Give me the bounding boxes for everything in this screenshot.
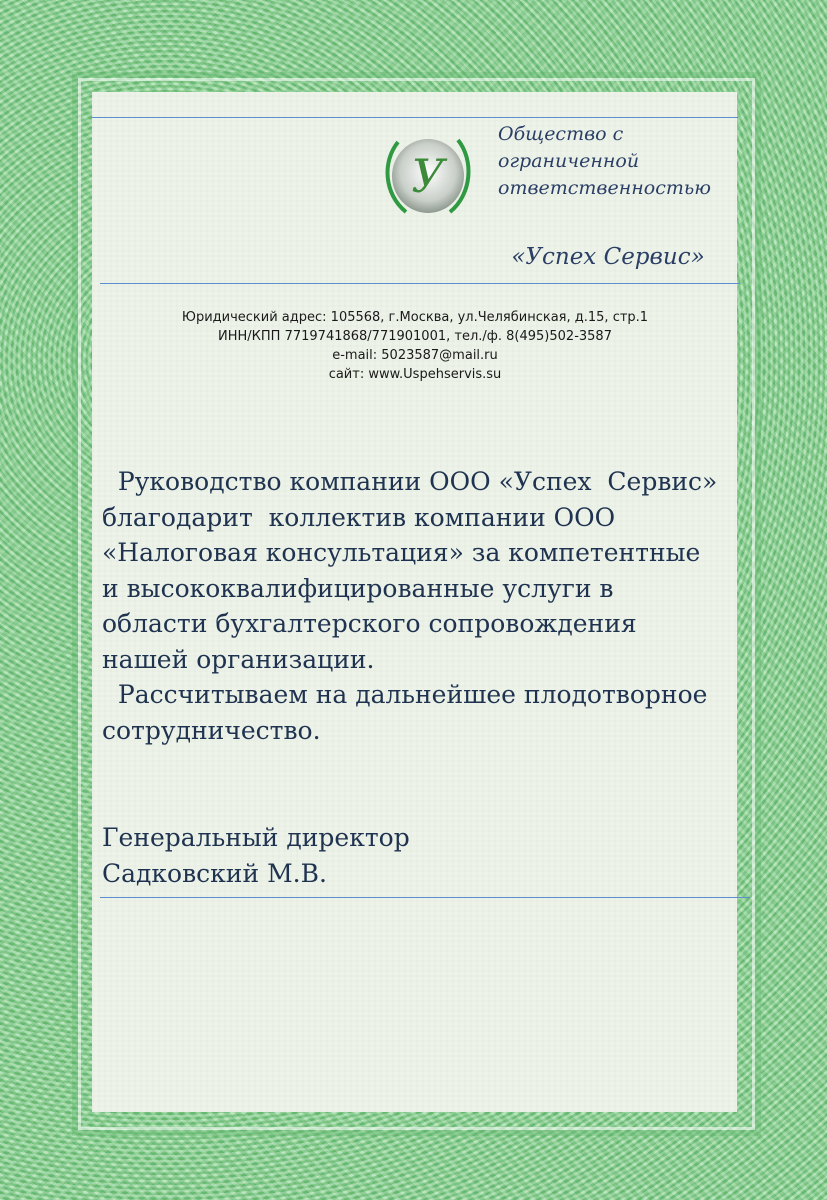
email: e-mail: 5023587@mail.ru: [332, 348, 498, 363]
header-top-rule: [92, 117, 738, 118]
signatory-name: Садковский М.В.: [102, 859, 327, 888]
company-name: «Успех Сервис»: [511, 244, 705, 270]
logo-letter: У: [411, 149, 445, 203]
body-line: «Налоговая консультация» за компетентные: [102, 538, 701, 567]
header-bottom-rule: [100, 283, 740, 284]
website: сайт: www.Uspehservis.su: [328, 367, 502, 382]
legal-form-line-2: ограниченной: [498, 150, 640, 172]
body-line: Руководство компании ООО «Успех Сервис»: [102, 467, 718, 496]
letter-body: [102, 464, 742, 748]
body-line: и высококвалифицированные услуги в: [102, 573, 614, 603]
company-logo: [384, 136, 472, 216]
legal-address: Юридический адрес: 105568, г.Москва, ул.Челябинская, д.15, стр.1: [181, 310, 649, 325]
signatory-position: Генеральный директор: [102, 823, 410, 852]
body-line: нашей организации.: [102, 644, 375, 674]
body-line: благодарит коллектив компании ООО: [102, 502, 616, 532]
legal-form-line-3: ответственностью: [498, 177, 711, 199]
company-legal-form: [498, 121, 738, 202]
company-contacts: [120, 308, 710, 384]
signature-rule: [100, 897, 750, 898]
body-line: сотрудничество.: [102, 715, 321, 745]
tax-ids-phone: ИНН/КПП 7719741868/771901001, тел./ф. 8(495)502-3587: [218, 329, 612, 344]
legal-form-line-1: Общество с: [498, 123, 624, 145]
body-line: области бухгалтерского сопровождения: [102, 609, 637, 638]
signature-block: [102, 820, 602, 892]
body-line: Рассчитываем на дальнейшее плодотворное: [102, 680, 708, 709]
